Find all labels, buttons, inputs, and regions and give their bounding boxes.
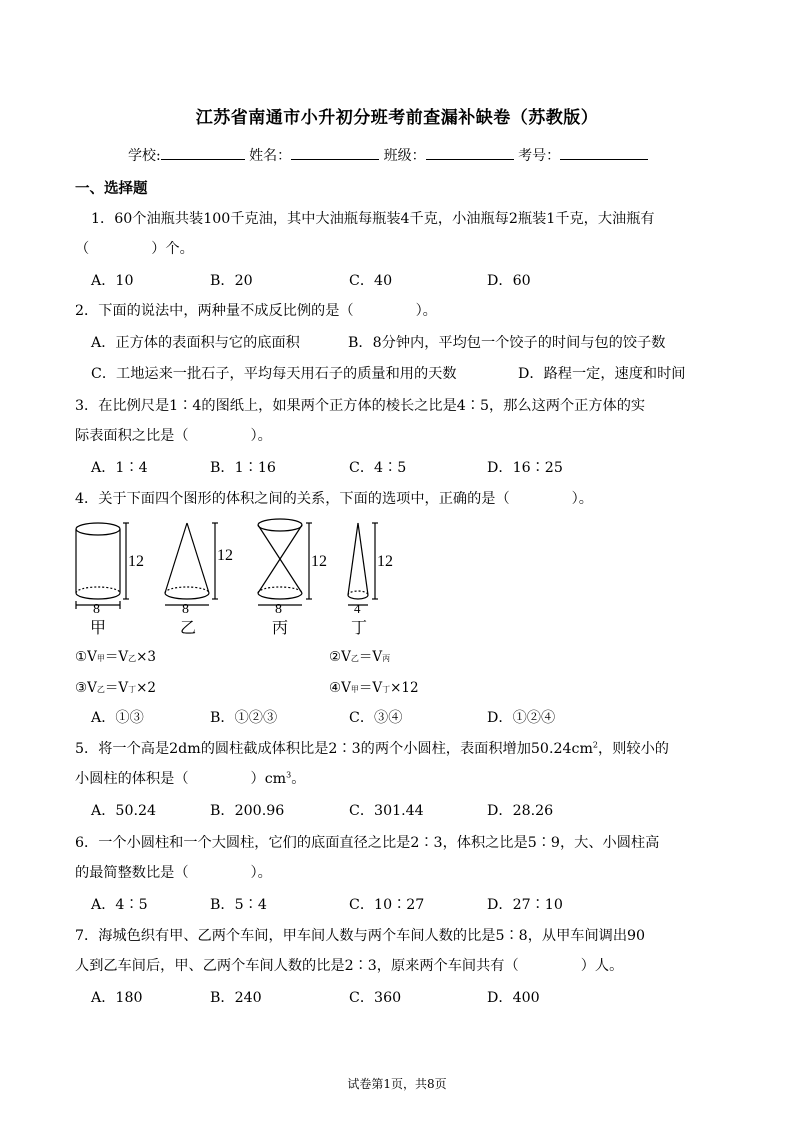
- jia-height-label: 12: [128, 553, 144, 570]
- yi-height-label: 12: [217, 547, 233, 564]
- rel2-sub: 乙: [350, 654, 359, 663]
- q7-option-a[interactable]: A．180: [91, 990, 143, 1006]
- ding-height-label: 12: [377, 553, 393, 570]
- q7-paren-close: ）人。: [580, 958, 624, 974]
- rel3-sub: 丁: [128, 685, 137, 694]
- section-heading: 一、选择题: [75, 180, 148, 197]
- q5-text-line1: [75, 738, 669, 758]
- q7-option-b[interactable]: B．240: [210, 990, 262, 1006]
- q4-relation-3: [75, 676, 156, 696]
- rel1-part: ①V: [75, 649, 97, 665]
- rel3-sub: 乙: [96, 685, 105, 694]
- school-blank[interactable]: [161, 147, 245, 160]
- rel4-sub: 甲: [350, 685, 359, 694]
- q4-relation-4: [329, 676, 419, 696]
- q3-text-line2: [75, 425, 272, 445]
- q5-unit: ）cm: [250, 771, 287, 787]
- yi-name-label: 乙: [180, 620, 197, 637]
- rel4-part: ×12: [390, 680, 419, 696]
- q7-option-d[interactable]: D．400: [487, 990, 540, 1006]
- q4-text-line1: [75, 488, 593, 508]
- rel3-part: ③V: [75, 680, 97, 696]
- q4-figures: [68, 515, 408, 640]
- rel1-sub: 甲: [96, 654, 105, 663]
- q1-text-line1: 1．60个油瓶共装100千克油，其中大油瓶每瓶装4千克，小油瓶每2瓶装1千克，大油瓶有: [91, 211, 655, 227]
- rel4-part: ④V: [329, 680, 351, 696]
- yi-diameter-label: 8: [182, 602, 189, 617]
- q6-option-d[interactable]: D．27∶10: [487, 897, 563, 913]
- q4-option-b[interactable]: B．①②③: [210, 710, 278, 726]
- q3-text-line1: 3．在比例尺是1∶4的图纸上，如果两个正方体的棱长之比是4∶5，那么这两个正方体的实: [75, 398, 646, 414]
- q2-paren-close: ）。: [415, 303, 437, 319]
- q1-paren-open: （: [75, 241, 90, 257]
- rel2-sub: 丙: [382, 654, 391, 663]
- q7-text-line1: 7．海城色织有甲、乙两个车间，甲车间人数与两个车间人数的比是5∶8，从甲车间调出90: [75, 928, 646, 944]
- rel3-part: ＝V: [104, 680, 129, 696]
- cylinder-jia-figure: [76, 523, 129, 609]
- q5-unit-sup: 3: [286, 770, 292, 780]
- q4-option-a[interactable]: A．①③: [91, 710, 144, 726]
- rel2-part: ＝V: [358, 649, 383, 665]
- q2-option-d[interactable]: D．路程一定，速度和时间: [518, 366, 686, 382]
- q4-paren-close: ）。: [571, 491, 593, 507]
- q2-stem: 2．下面的说法中，两种量不成反比例的是（: [75, 303, 354, 319]
- jia-name-label: 甲: [90, 620, 107, 637]
- ding-name-label: 丁: [351, 620, 368, 637]
- q3-paren-close: ）。: [250, 428, 272, 444]
- rel2-part: ②V: [329, 649, 351, 665]
- name-label: 姓名：: [249, 148, 292, 164]
- bing-diameter-label: 8: [275, 602, 282, 617]
- q1-option-b[interactable]: B．20: [210, 273, 253, 289]
- bing-height-label: 12: [311, 553, 327, 570]
- q6-option-b[interactable]: B．5∶4: [210, 897, 267, 913]
- number-label: 考号：: [518, 148, 561, 164]
- q2-option-a[interactable]: A．正方体的表面积与它的底面积: [91, 335, 300, 351]
- q3-option-c[interactable]: C．4∶5: [349, 460, 407, 476]
- q4-relation-1: [75, 645, 156, 665]
- q5-option-b[interactable]: B．200.96: [210, 803, 285, 819]
- q4-relation-2: [329, 645, 390, 665]
- q1-option-a[interactable]: A．10: [91, 273, 134, 289]
- q2-option-b[interactable]: B．8分钟内，平均包一个饺子的时间与包的饺子数: [348, 335, 666, 351]
- q3-stem: 际表面积之比是（: [75, 428, 189, 444]
- rel1-sub: 乙: [128, 654, 137, 663]
- jia-diameter-label: 8: [93, 602, 100, 617]
- rel4-part: ＝V: [358, 680, 383, 696]
- rel1-part: ＝V: [104, 649, 129, 665]
- class-blank[interactable]: [426, 147, 514, 160]
- q1-option-c[interactable]: C．40: [349, 273, 393, 289]
- bing-name-label: 丙: [272, 620, 289, 637]
- q5-end: 。: [291, 771, 306, 787]
- q3-option-b[interactable]: B．1∶16: [210, 460, 276, 476]
- q2-option-c[interactable]: C．工地运来一批石子，平均每天用石子的质量和用的天数: [91, 366, 457, 382]
- school-label: 学校:: [128, 148, 161, 164]
- q4-stem: 4．关于下面四个图形的体积之间的关系，下面的选项中，正确的是（: [75, 491, 510, 507]
- q5-option-a[interactable]: A．50.24: [91, 803, 157, 819]
- class-label: 班级：: [383, 148, 426, 164]
- q5-option-c[interactable]: C．301.44: [349, 803, 424, 819]
- q3-option-d[interactable]: D．16∶25: [487, 460, 563, 476]
- q6-option-c[interactable]: C．10∶27: [349, 897, 425, 913]
- q5-text-line2: [75, 768, 305, 788]
- page-title: 江苏省南通市小升初分班考前查漏补缺卷（苏教版）: [195, 108, 599, 128]
- q4-option-d[interactable]: D．①②④: [487, 710, 556, 726]
- page-footer: 试卷第1页，共8页: [347, 1077, 447, 1091]
- double-cone-bing-figure: [258, 519, 312, 605]
- q1-option-d[interactable]: D．60: [487, 273, 531, 289]
- ding-diameter-label: 4: [354, 601, 361, 616]
- q5-stem-end: ，则较小的: [598, 741, 669, 757]
- q3-option-a[interactable]: A．1∶4: [91, 460, 148, 476]
- rel4-sub: 丁: [382, 685, 391, 694]
- q6-text-line2: [75, 862, 272, 882]
- q6-option-a[interactable]: A．4∶5: [91, 897, 148, 913]
- q6-paren-close: ）。: [250, 865, 272, 881]
- q1-text-line2: [75, 238, 194, 258]
- q2-text-line1: [75, 300, 437, 320]
- q6-stem: 的最简整数比是（: [75, 865, 189, 881]
- cone-yi-figure: [165, 523, 218, 605]
- q7-text-line2: [75, 955, 623, 975]
- rel1-part: ×3: [136, 649, 157, 665]
- number-blank[interactable]: [560, 147, 648, 160]
- q5-sup: 2: [592, 740, 599, 750]
- q7-option-c[interactable]: C．360: [349, 990, 402, 1006]
- q5-option-d[interactable]: D．28.26: [487, 803, 554, 819]
- q7-stem: 人到乙车间后，甲、乙两个车间人数的比是2∶3，原来两个车间共有（: [75, 958, 519, 974]
- name-blank[interactable]: [291, 147, 379, 160]
- rel3-part: ×2: [136, 680, 157, 696]
- student-info-line: [128, 145, 648, 165]
- q4-option-c[interactable]: C．③④: [349, 710, 403, 726]
- cone-ding-figure: [348, 523, 378, 605]
- q6-text-line1: 6．一个小圆柱和一个大圆柱，它们的底面直径之比是2∶3，体积之比是5∶9，大、小圆柱高: [75, 835, 660, 851]
- q1-paren-close: ）个。: [151, 241, 194, 257]
- q5-stem2: 小圆柱的体积是（: [75, 771, 189, 787]
- q5-stem: 5．将一个高是2dm的圆柱截成体积比是2∶3的两个小圆柱，表面积增加50.24cm: [75, 741, 593, 757]
